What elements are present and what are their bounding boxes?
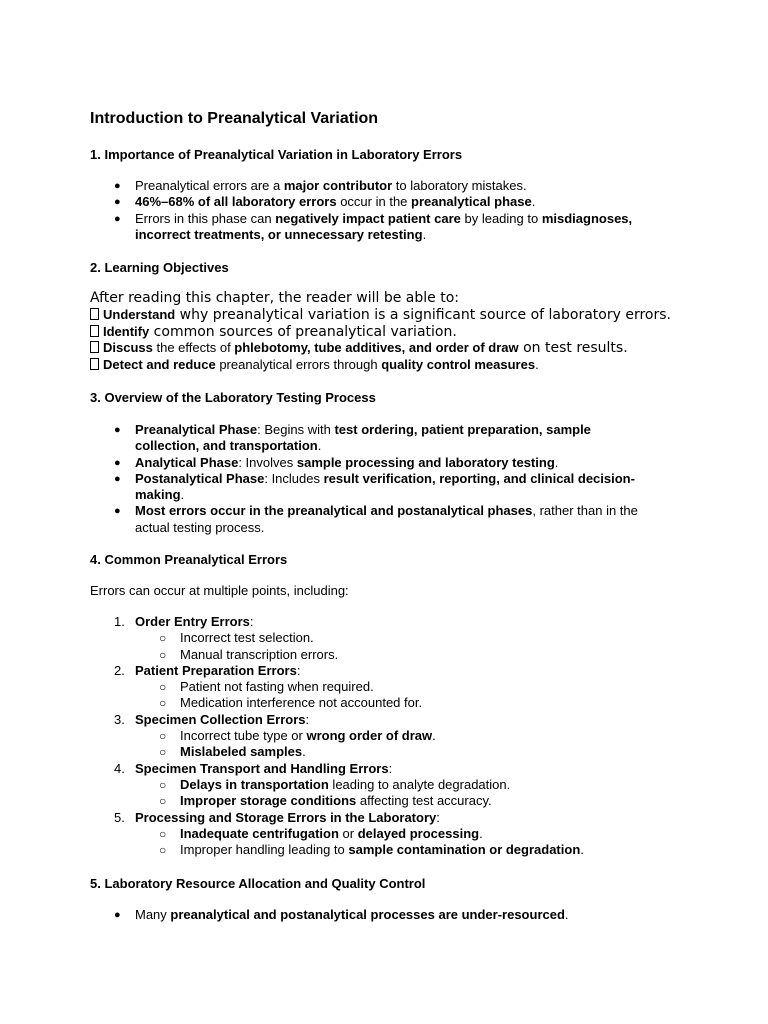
objective-item: Identify common sources of preanalytical variation. — [90, 324, 710, 341]
list-item: 5. Processing and Storage Errors in the Laboratory: ○ Inadequate centrifugation or delayed processing. ○ Improper handling leading to sample contamination or degradation. — [90, 810, 710, 859]
learning-objectives — [90, 290, 710, 374]
list-item: ● Postanalytical Phase: Includes result verification, reporting, and clinical decision- making. — [90, 471, 690, 504]
section-4-heading: 4. Common Preanalytical Errors — [90, 552, 288, 567]
list-item: ● Analytical Phase: Involves sample processing and laboratory testing. — [90, 455, 690, 471]
sub-list-item: ○ Mislabeled samples. — [135, 744, 710, 760]
sub-list-item: ○ Incorrect test selection. — [135, 630, 710, 646]
list-item: ● Preanalytical errors are a major contributor to laboratory mistakes. — [90, 178, 690, 194]
sub-list-item: ○ Patient not fasting when required. — [135, 679, 710, 695]
checkbox-glyph-icon — [90, 308, 99, 320]
sub-list-item: ○ Manual transcription errors. — [135, 647, 710, 663]
section-1-heading: 1. Importance of Preanalytical Variation in Laboratory Errors — [90, 147, 463, 162]
section-1-list — [90, 178, 690, 243]
common-errors-list — [90, 614, 710, 858]
list-item: ● Most errors occur in the preanalytical and postanalytical phases, rather than in the actual testing process. — [90, 503, 690, 536]
section-5-heading: 5. Laboratory Resource Allocation and Quality Control — [90, 876, 426, 891]
objective-item: Discuss the effects of phlebotomy, tube additives, and order of draw on test results. — [90, 340, 710, 357]
sub-list-item: ○ Inadequate centrifugation or delayed processing. — [135, 826, 710, 842]
sub-list-item: ○ Improper storage conditions affecting test accuracy. — [135, 793, 710, 809]
sub-list-item: ○ Delays in transportation leading to analyte degradation. — [135, 777, 710, 793]
objective-item: Understand why preanalytical variation is a significant source of laboratory errors. — [90, 307, 710, 324]
section-2-heading: 2. Learning Objectives — [90, 260, 229, 275]
list-item: 1. Order Entry Errors: ○ Incorrect test selection. ○ Manual transcription errors. — [90, 614, 710, 663]
page-title: Introduction to Preanalytical Variation — [90, 110, 379, 127]
objective-item: Detect and reduce preanalytical errors through quality control measures. — [90, 357, 710, 374]
sub-list-item: ○ Medication interference not accounted for. — [135, 695, 710, 711]
section-3-list — [90, 422, 690, 536]
list-item: ● Preanalytical Phase: Begins with test ordering, patient preparation, sample collection, and transportation. — [90, 422, 690, 455]
section-3-heading: 3. Overview of the Laboratory Testing Process — [90, 390, 376, 405]
list-item: ● 46%–68% of all laboratory errors occur in the preanalytical phase. — [90, 194, 690, 210]
section-4-intro: Errors can occur at multiple points, including: — [90, 583, 349, 598]
sub-list-item: ○ Improper handling leading to sample contamination or degradation. — [135, 842, 710, 858]
list-item: ● Many preanalytical and postanalytical processes are under-resourced. — [90, 907, 690, 923]
list-item: 2. Patient Preparation Errors: ○ Patient not fasting when required. ○ Medication interference not accounted for. — [90, 663, 710, 712]
checkbox-glyph-icon — [90, 358, 99, 370]
checkbox-glyph-icon — [90, 341, 99, 353]
section-5-list — [90, 907, 690, 923]
list-item: 3. Specimen Collection Errors: ○ Incorrect tube type or wrong order of draw. ○ Mislabeled samples. — [90, 712, 710, 761]
objectives-intro: After reading this chapter, the reader will be able to: — [90, 290, 459, 306]
list-item: 4. Specimen Transport and Handling Errors: ○ Delays in transportation leading to analyte degradation. ○ Improper storage conditions affecting test accuracy. — [90, 761, 710, 810]
sub-list-item: ○ Incorrect tube type or wrong order of draw. — [135, 728, 710, 744]
list-item: ● Errors in this phase can negatively impact patient care by leading to misdiagnoses, incorrect treatments, or unnecessary retesting. — [90, 211, 690, 244]
checkbox-glyph-icon — [90, 325, 99, 337]
